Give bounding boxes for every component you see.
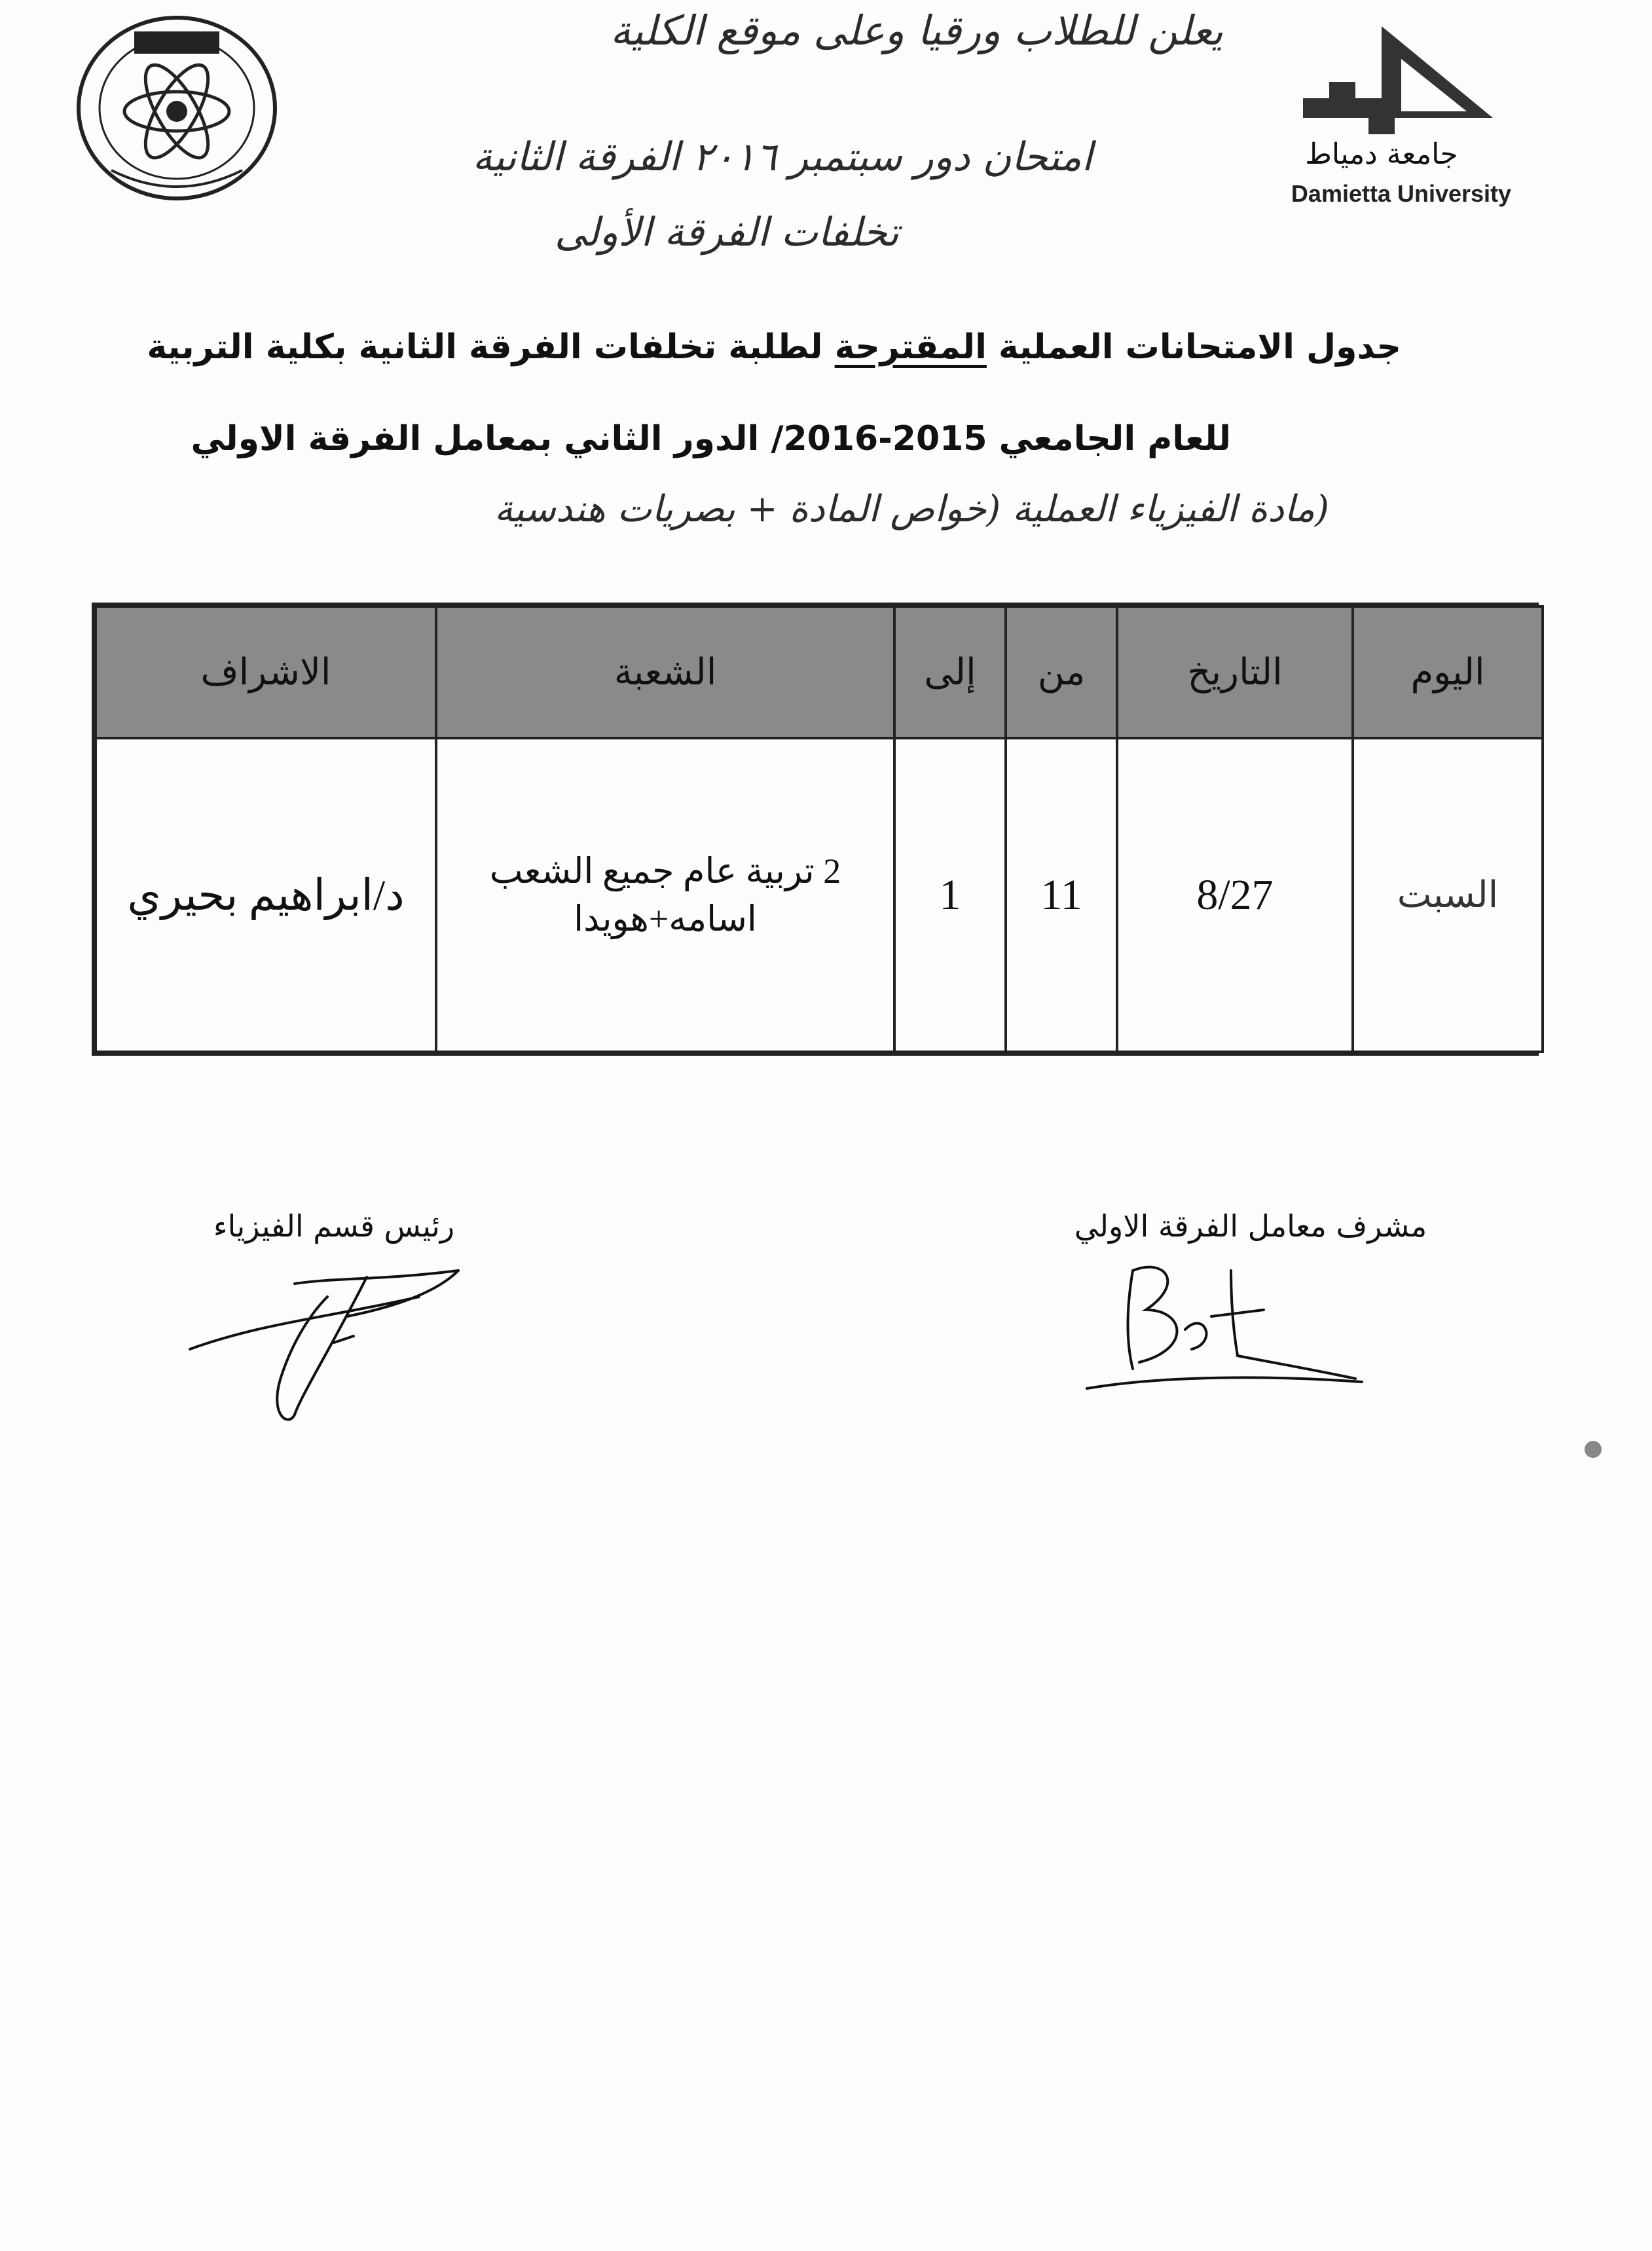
- handwritten-note-group: تخلفات الفرقة الأولى: [555, 210, 899, 255]
- header-date: التاريخ: [1117, 606, 1353, 738]
- table-header-row: [96, 606, 1543, 738]
- document-title-line-1: [147, 327, 1401, 367]
- title-part-a: جدول الامتحانات العملية: [986, 327, 1401, 367]
- lab-supervisor-label: مشرف معامل الفرقة الاولي: [1074, 1208, 1427, 1244]
- cell-date: 8/27: [1117, 738, 1353, 1052]
- handwritten-note-subject: (مادة الفيزياء العملية (خواص المادة + بصريات هندسية: [494, 488, 1329, 530]
- handwritten-note-exam: امتحان دور سبتمبر ٢٠١٦ الفرقة الثانية: [472, 134, 1093, 180]
- university-name-en: Damietta University: [1291, 180, 1512, 207]
- cell-supervision: د/ابراهيم بحيري: [96, 738, 436, 1052]
- handwritten-note-announce: يعلن للطلاب ورقيا وعلى موقع الكلية: [610, 7, 1224, 54]
- university-logo: [1264, 13, 1552, 210]
- header-branch: الشعبة: [436, 606, 894, 738]
- cell-to: 1: [894, 738, 1006, 1052]
- head-signature-mark: [183, 1244, 485, 1428]
- university-emblem-icon: [1290, 20, 1499, 138]
- head-of-department-label: رئيس قسم الفيزياء: [213, 1208, 455, 1244]
- exam-schedule-table: [92, 603, 1539, 1056]
- header-day: اليوم: [1353, 606, 1543, 738]
- document-title-line-2: للعام الجامعي 2015-2016/ الدور الثاني بمعامل الفرقة الاولي: [191, 419, 1231, 458]
- scan-dot: [1585, 1441, 1602, 1458]
- cell-from: 11: [1006, 738, 1117, 1052]
- cell-branch-line-1: 2 تربية عام جميع الشعب: [489, 851, 841, 891]
- header-from: من: [1006, 606, 1117, 738]
- department-seal: [72, 13, 282, 203]
- header-to: إلى: [894, 606, 1006, 738]
- title-part-b: لطلبة تخلفات الفرقة الثانية بكلية التربية: [147, 327, 835, 367]
- cell-branch: [436, 738, 894, 1052]
- cell-day: السبت: [1353, 738, 1543, 1052]
- table-row: [96, 738, 1543, 1052]
- cell-branch-line-2: اسامه+هويدا: [574, 899, 757, 939]
- university-name-ar: جامعة دمياط: [1305, 138, 1458, 171]
- atom-seal-icon: [72, 13, 282, 203]
- supervisor-signature-mark: [1074, 1244, 1375, 1402]
- header-supervision: الاشراف: [96, 606, 436, 738]
- title-underlined-word: المقترحة: [834, 327, 987, 367]
